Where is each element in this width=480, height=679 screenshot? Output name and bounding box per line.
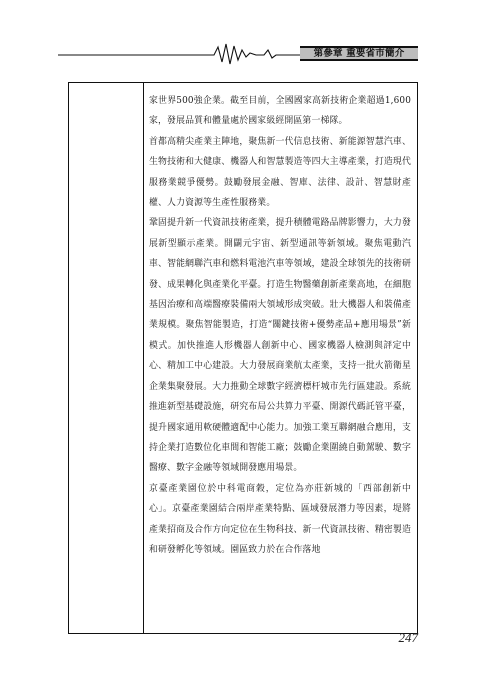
chapter-label: 第參章 重要省市簡介: [300, 46, 418, 61]
paragraph-3: 鞏固提升新一代資訊技術產業，提升積體電路品牌影響力，大力發展新型顯示產業。開闢元宇宙、新型通訊等新領域。聚焦電動汽車、智能網聯汽車和燃料電池汽車等領域，建設全球領先的技術研發、成果轉化與產業化平臺。打造生物醫藥創新產業高地，在細胞基因治療和高端醫療裝備兩大領域形成突破。壯大機器人和裝備產業規模。聚焦智能製造，打造“關鍵技術+優勢產品+應用場景”新模式。加快推進人形機器人創新中心、國家機器人檢測與評定中心、精加工中心建設。大力發展商業航太產業，支持一批火箭衛星企業集聚發展。大力推動全球數字經濟標杆城市先行區建設。系統推進新型基礎設施，研究布局公共算力平臺、開源代碼託管平臺，提升國家通用軟硬體適配中心能力。加強工業互聯網融合應用，支持企業打造數位化車間和智能工廠；鼓勵企業圍繞自動駕駛、數字醫療、數字金融等領域開發應用場景。: [149, 218, 411, 474]
heartbeat-line-icon: [208, 44, 300, 64]
paragraph-2: 首都高精尖產業主陣地，聚焦新一代信息技術、新能源智慧汽車、生物技術和大健康、機器人和智慧製造等四大主導產業，打造現代服務業競爭優勢。鼓勵發展金融、智庫、法律、設計、智慧財產權、人力資源等生產性服務業。: [149, 136, 411, 209]
content-table: [68, 82, 418, 634]
page-number: 247: [398, 630, 418, 645]
paragraph-4: 京臺產業園位於中科電商穀，定位為亦莊新城的「西部創新中心」。京臺產業園結合兩岸產業特點、區域發展潛力等因素，堤將產業招商及合作方向定位在生物科技、新一代資訊技術、精密製造和研發孵化等領域。園區致力於在合作落地: [149, 483, 411, 555]
table-right-column: [149, 91, 411, 560]
paragraph-1: 家世界500強企業。截至目前，全國國家高新技術企業超過1,600家，發展品質和體量處於國家級經開區第一梯隊。: [149, 96, 411, 127]
page-header: [0, 0, 480, 70]
table-left-column: [69, 83, 144, 633]
